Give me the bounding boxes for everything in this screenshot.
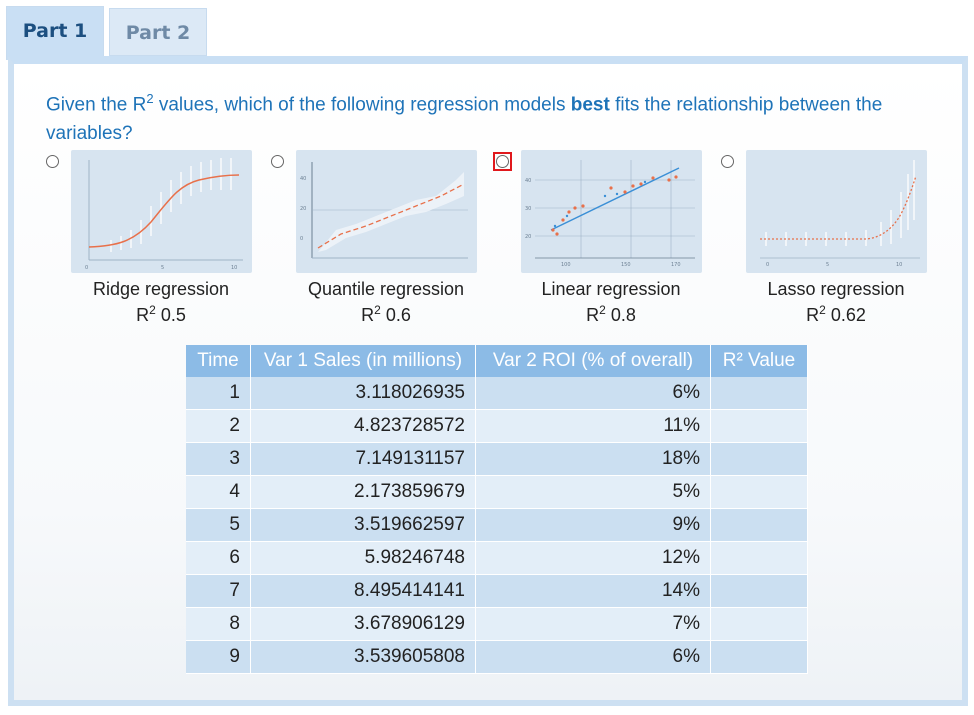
cell-r2[interactable]	[711, 410, 808, 443]
svg-text:20: 20	[525, 234, 532, 240]
table-header-row	[186, 345, 808, 377]
radio-ridge[interactable]	[46, 155, 59, 168]
tab-part-2[interactable]: Part 2	[109, 8, 207, 56]
cell-time: 4	[186, 476, 251, 509]
svg-text:150: 150	[621, 262, 631, 268]
table-row	[186, 509, 808, 542]
table-row	[186, 476, 808, 509]
svg-text:30: 30	[525, 206, 532, 212]
cell-var2: 7%	[476, 608, 711, 641]
svg-text:100: 100	[561, 262, 571, 268]
cell-time: 2	[186, 410, 251, 443]
cell-var1: 5.98246748	[251, 542, 476, 575]
option-r2: $R^2$ 0.6	[361, 303, 411, 325]
svg-text:5: 5	[161, 265, 165, 271]
cell-r2[interactable]	[711, 476, 808, 509]
cell-var2: 6%	[476, 377, 711, 410]
header-var1: Var 1 Sales (in millions)	[251, 345, 476, 377]
table-row	[186, 575, 808, 608]
table-row	[186, 443, 808, 476]
cell-var1: 2.173859679	[251, 476, 476, 509]
cell-var2: 5%	[476, 476, 711, 509]
cell-r2[interactable]	[711, 443, 808, 476]
svg-text:40: 40	[525, 178, 532, 184]
radio-lasso[interactable]	[721, 155, 734, 168]
option-r2: $R^2$ 0.5	[136, 303, 186, 325]
cell-var2: 6%	[476, 641, 711, 674]
lasso-regression-plot	[746, 150, 927, 273]
option-r2: $R^2$ 0.62	[806, 303, 866, 325]
cell-var1: 4.823728572	[251, 410, 476, 443]
cell-var1: 3.519662597	[251, 509, 476, 542]
header-r2: R² Value	[711, 345, 808, 377]
cell-var1: 8.495414141	[251, 575, 476, 608]
cell-var1: 7.149131157	[251, 443, 476, 476]
cell-var1: 3.678906129	[251, 608, 476, 641]
option-label: Quantile regression	[307, 279, 465, 299]
question-text: Given the $R^2$ values, which of the following regression models best fits the relationship between the variables?	[46, 91, 883, 145]
cell-r2[interactable]	[711, 575, 808, 608]
cell-time: 6	[186, 542, 251, 575]
quantile-regression-plot	[296, 150, 477, 273]
option-r2: $R^2$ 0.8	[586, 303, 636, 325]
svg-text:5: 5	[826, 262, 830, 268]
svg-text:0: 0	[766, 262, 770, 268]
svg-text:10: 10	[896, 262, 903, 268]
cell-var2: 9%	[476, 509, 711, 542]
cell-time: 1	[186, 377, 251, 410]
table-row	[186, 542, 808, 575]
radio-linear[interactable]	[496, 155, 509, 168]
option-label: Lasso regression	[767, 279, 905, 299]
tab-part-1[interactable]: Part 1	[6, 6, 104, 60]
cell-time: 5	[186, 509, 251, 542]
cell-var1: 3.118026935	[251, 377, 476, 410]
cell-r2[interactable]	[711, 377, 808, 410]
option-label: Ridge regression	[92, 279, 230, 299]
cell-time: 7	[186, 575, 251, 608]
header-time: Time	[186, 345, 251, 377]
svg-text:170: 170	[671, 262, 681, 268]
svg-text:40: 40	[300, 176, 307, 182]
linear-regression-plot	[521, 150, 702, 273]
cell-time: 8	[186, 608, 251, 641]
cell-var1: 3.539605808	[251, 641, 476, 674]
table-row	[186, 377, 808, 410]
selection-highlight	[493, 152, 512, 171]
cell-var2: 12%	[476, 542, 711, 575]
svg-text:0: 0	[85, 265, 89, 271]
table-row	[186, 410, 808, 443]
svg-text:20: 20	[300, 206, 307, 212]
tab-bar	[0, 0, 974, 58]
cell-r2[interactable]	[711, 542, 808, 575]
cell-time: 9	[186, 641, 251, 674]
header-var2: Var 2 ROI (% of overall)	[476, 345, 711, 377]
radio-quantile[interactable]	[271, 155, 284, 168]
cell-r2[interactable]	[711, 641, 808, 674]
cell-time: 3	[186, 443, 251, 476]
data-table	[186, 345, 808, 674]
cell-var2: 14%	[476, 575, 711, 608]
option-label: Linear regression	[541, 279, 681, 299]
ridge-regression-plot	[71, 150, 252, 273]
cell-r2[interactable]	[711, 608, 808, 641]
cell-var2: 18%	[476, 443, 711, 476]
table-row	[186, 641, 808, 674]
table-row	[186, 608, 808, 641]
svg-text:0: 0	[300, 236, 304, 242]
svg-text:10: 10	[231, 265, 238, 271]
cell-var2: 11%	[476, 410, 711, 443]
cell-r2[interactable]	[711, 509, 808, 542]
